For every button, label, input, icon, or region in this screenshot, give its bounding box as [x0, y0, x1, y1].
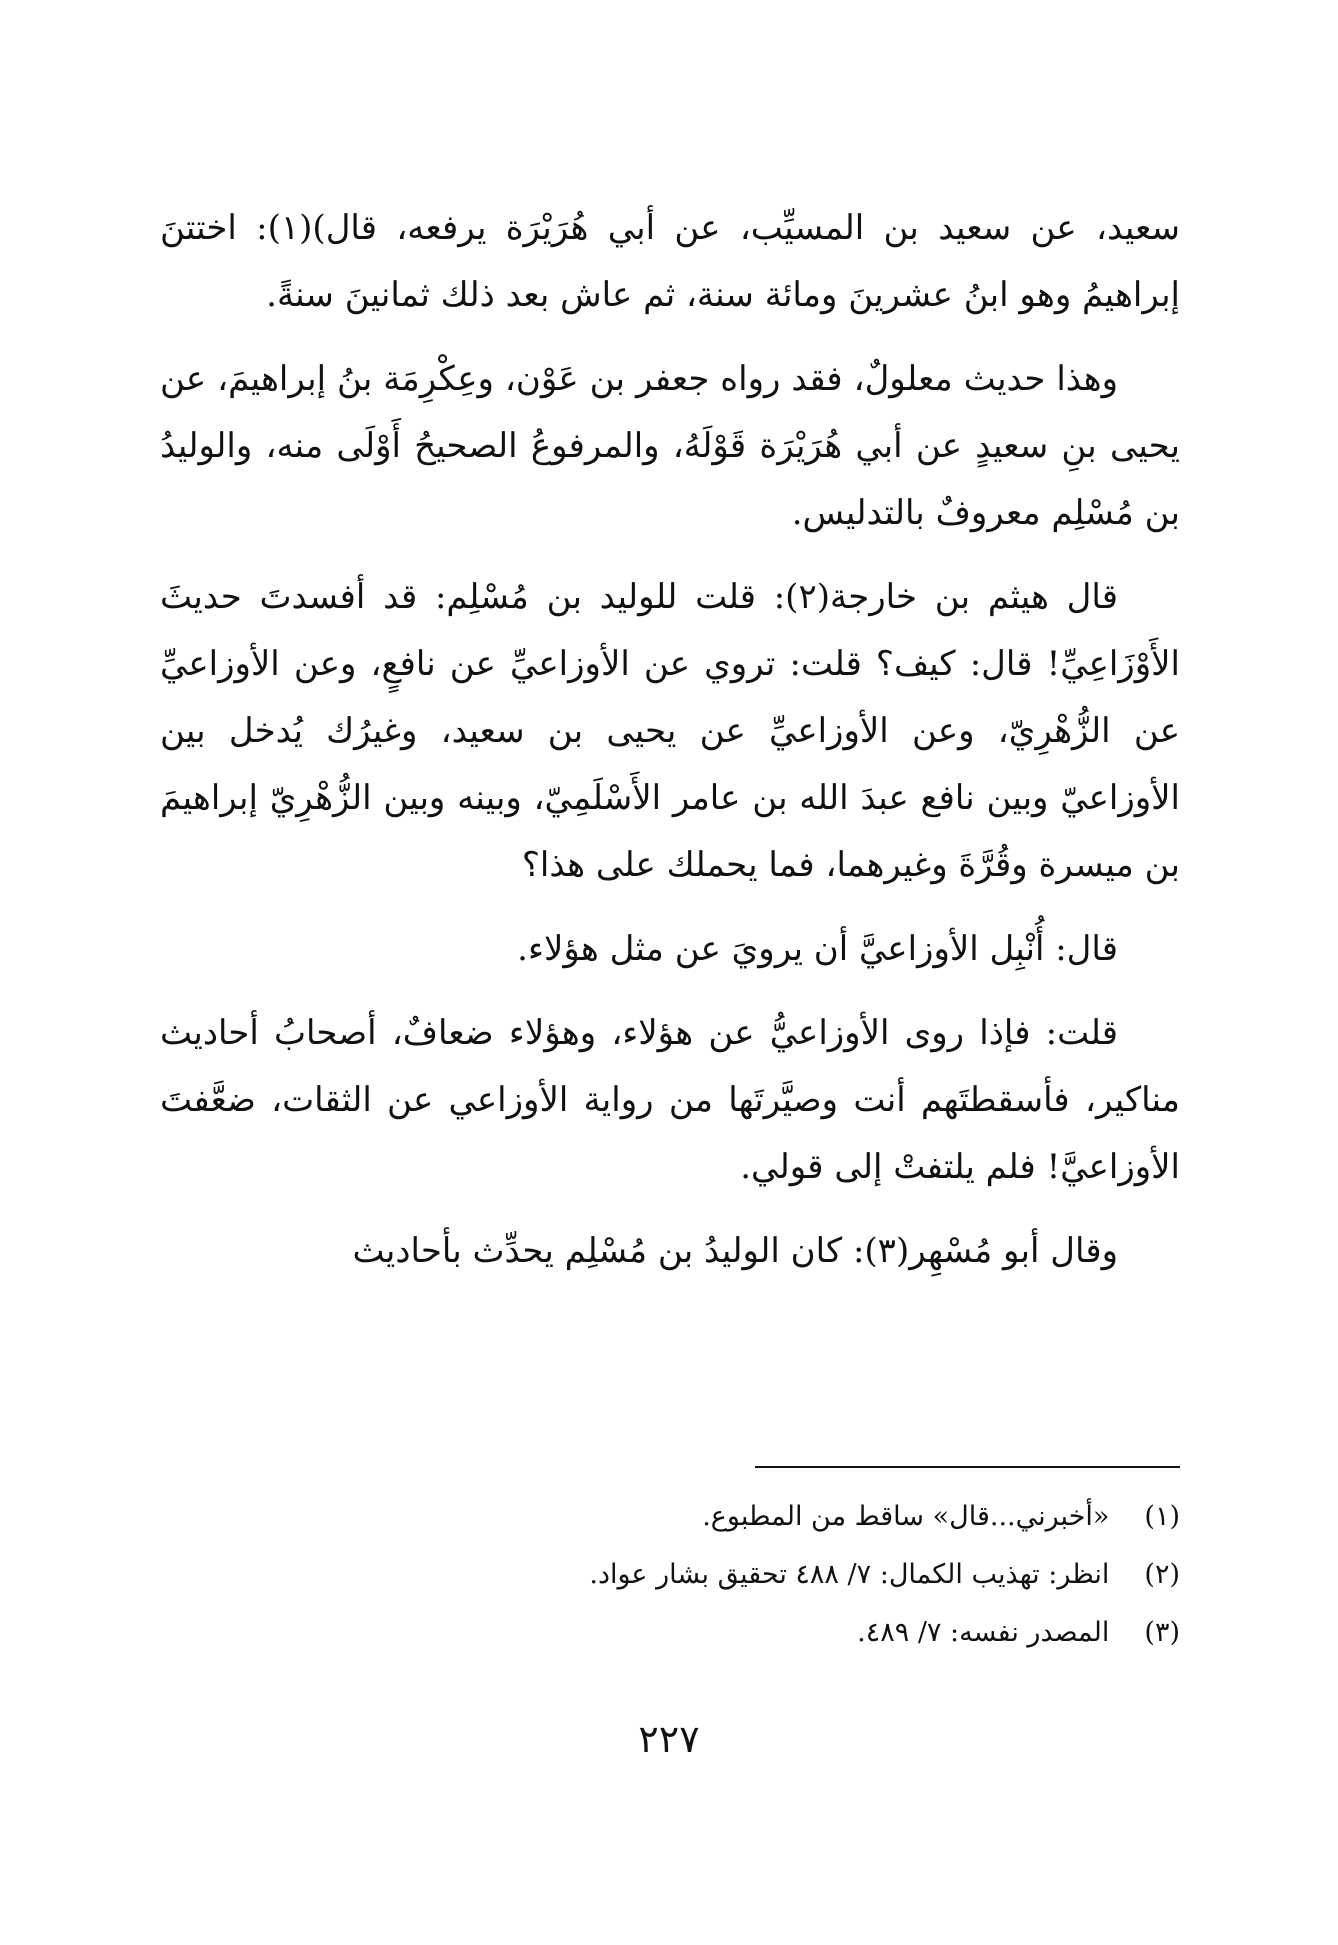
footnote-number: (٢) [1144, 1559, 1180, 1590]
footnote-number: (١) [1144, 1501, 1180, 1532]
paragraph-1: سعيد، عن سعيد بن المسيِّب، عن أبي هُرَيْرَة يرفعه، قال)(١): اختتنَ إبراهيمُ وهو ابنُ عشرينَ ومائة سنة، ثم عاش بعد ذلك ثمانينَ سنةً. [160, 208, 1180, 315]
page-number: ٢٢٧ [638, 1717, 700, 1761]
footnote-text: «أخبرني...قال» ساقط من المطبوع. [702, 1501, 1110, 1532]
footnote-text: المصدر نفسه: ٧/ ٤٨٩. [857, 1617, 1110, 1648]
paragraph-6: وقال أبو مُسْهِر(٣): كان الوليدُ بن مُسْلِم يحدِّث بأحاديث [352, 1231, 1118, 1271]
paragraph-5: قلت: فإذا روى الأوزاعيُّ عن هؤلاء، وهؤلاء ضعافٌ، أصحابُ أحاديث مناكير، فأسقطتَهم أنت وصيَّرتَها من رواية الأوزاعي عن الثقات، ضعَّفتَ الأوزاعيَّ! فلم يلتفتْ إلى قولي. [160, 1013, 1180, 1187]
footnote-number: (٣) [1144, 1617, 1180, 1648]
main-text [160, 195, 1180, 1302]
footnote-3 [160, 1604, 1180, 1662]
footnotes [160, 1488, 1180, 1662]
footnote-text: انظر: تهذيب الكمال: ٧/ ٤٨٨ تحقيق بشار عواد. [589, 1559, 1110, 1590]
paragraph-2: وهذا حديث معلولٌ، فقد رواه جعفر بن عَوْن، وعِكْرِمَة بنُ إبراهيمَ، عن يحيى بنِ سعيدٍ عن أبي هُرَيْرَة قَوْلَهُ، والمرفوعُ الصحيحُ أَوْلَى منه، والوليدُ بن مُسْلِم معروفٌ بالتدليس. [160, 359, 1181, 533]
paragraph-3: قال هيثم بن خارجة(٢): قلت للوليد بن مُسْلِم: قد أفسدتَ حديثَ الأَوْزَاعِيِّ! قال: كيف؟ قلت: تروي عن الأوزاعيِّ عن نافعٍ، وعن الأوزاعيِّ عن الزُّهْرِيّ، وعن الأوزاعيِّ عن يحيى بن سعيد، وغيرُك يُدخل بين الأوزاعيّ وبين نافع عبدَ الله بن عامر الأَسْلَمِيّ، وبينه وبين الزُّهْرِيّ إبراهيمَ بن ميسرة وقُرَّةَ وغيرهما، فما يحملك على هذا؟ [160, 577, 1180, 885]
footnote-divider [755, 1466, 1180, 1468]
footnote-2 [160, 1546, 1180, 1604]
paragraph-4: قال: أُنْبِل الأوزاعيَّ أن يرويَ عن مثل هؤلاء. [517, 929, 1118, 969]
footnote-1 [160, 1488, 1180, 1546]
